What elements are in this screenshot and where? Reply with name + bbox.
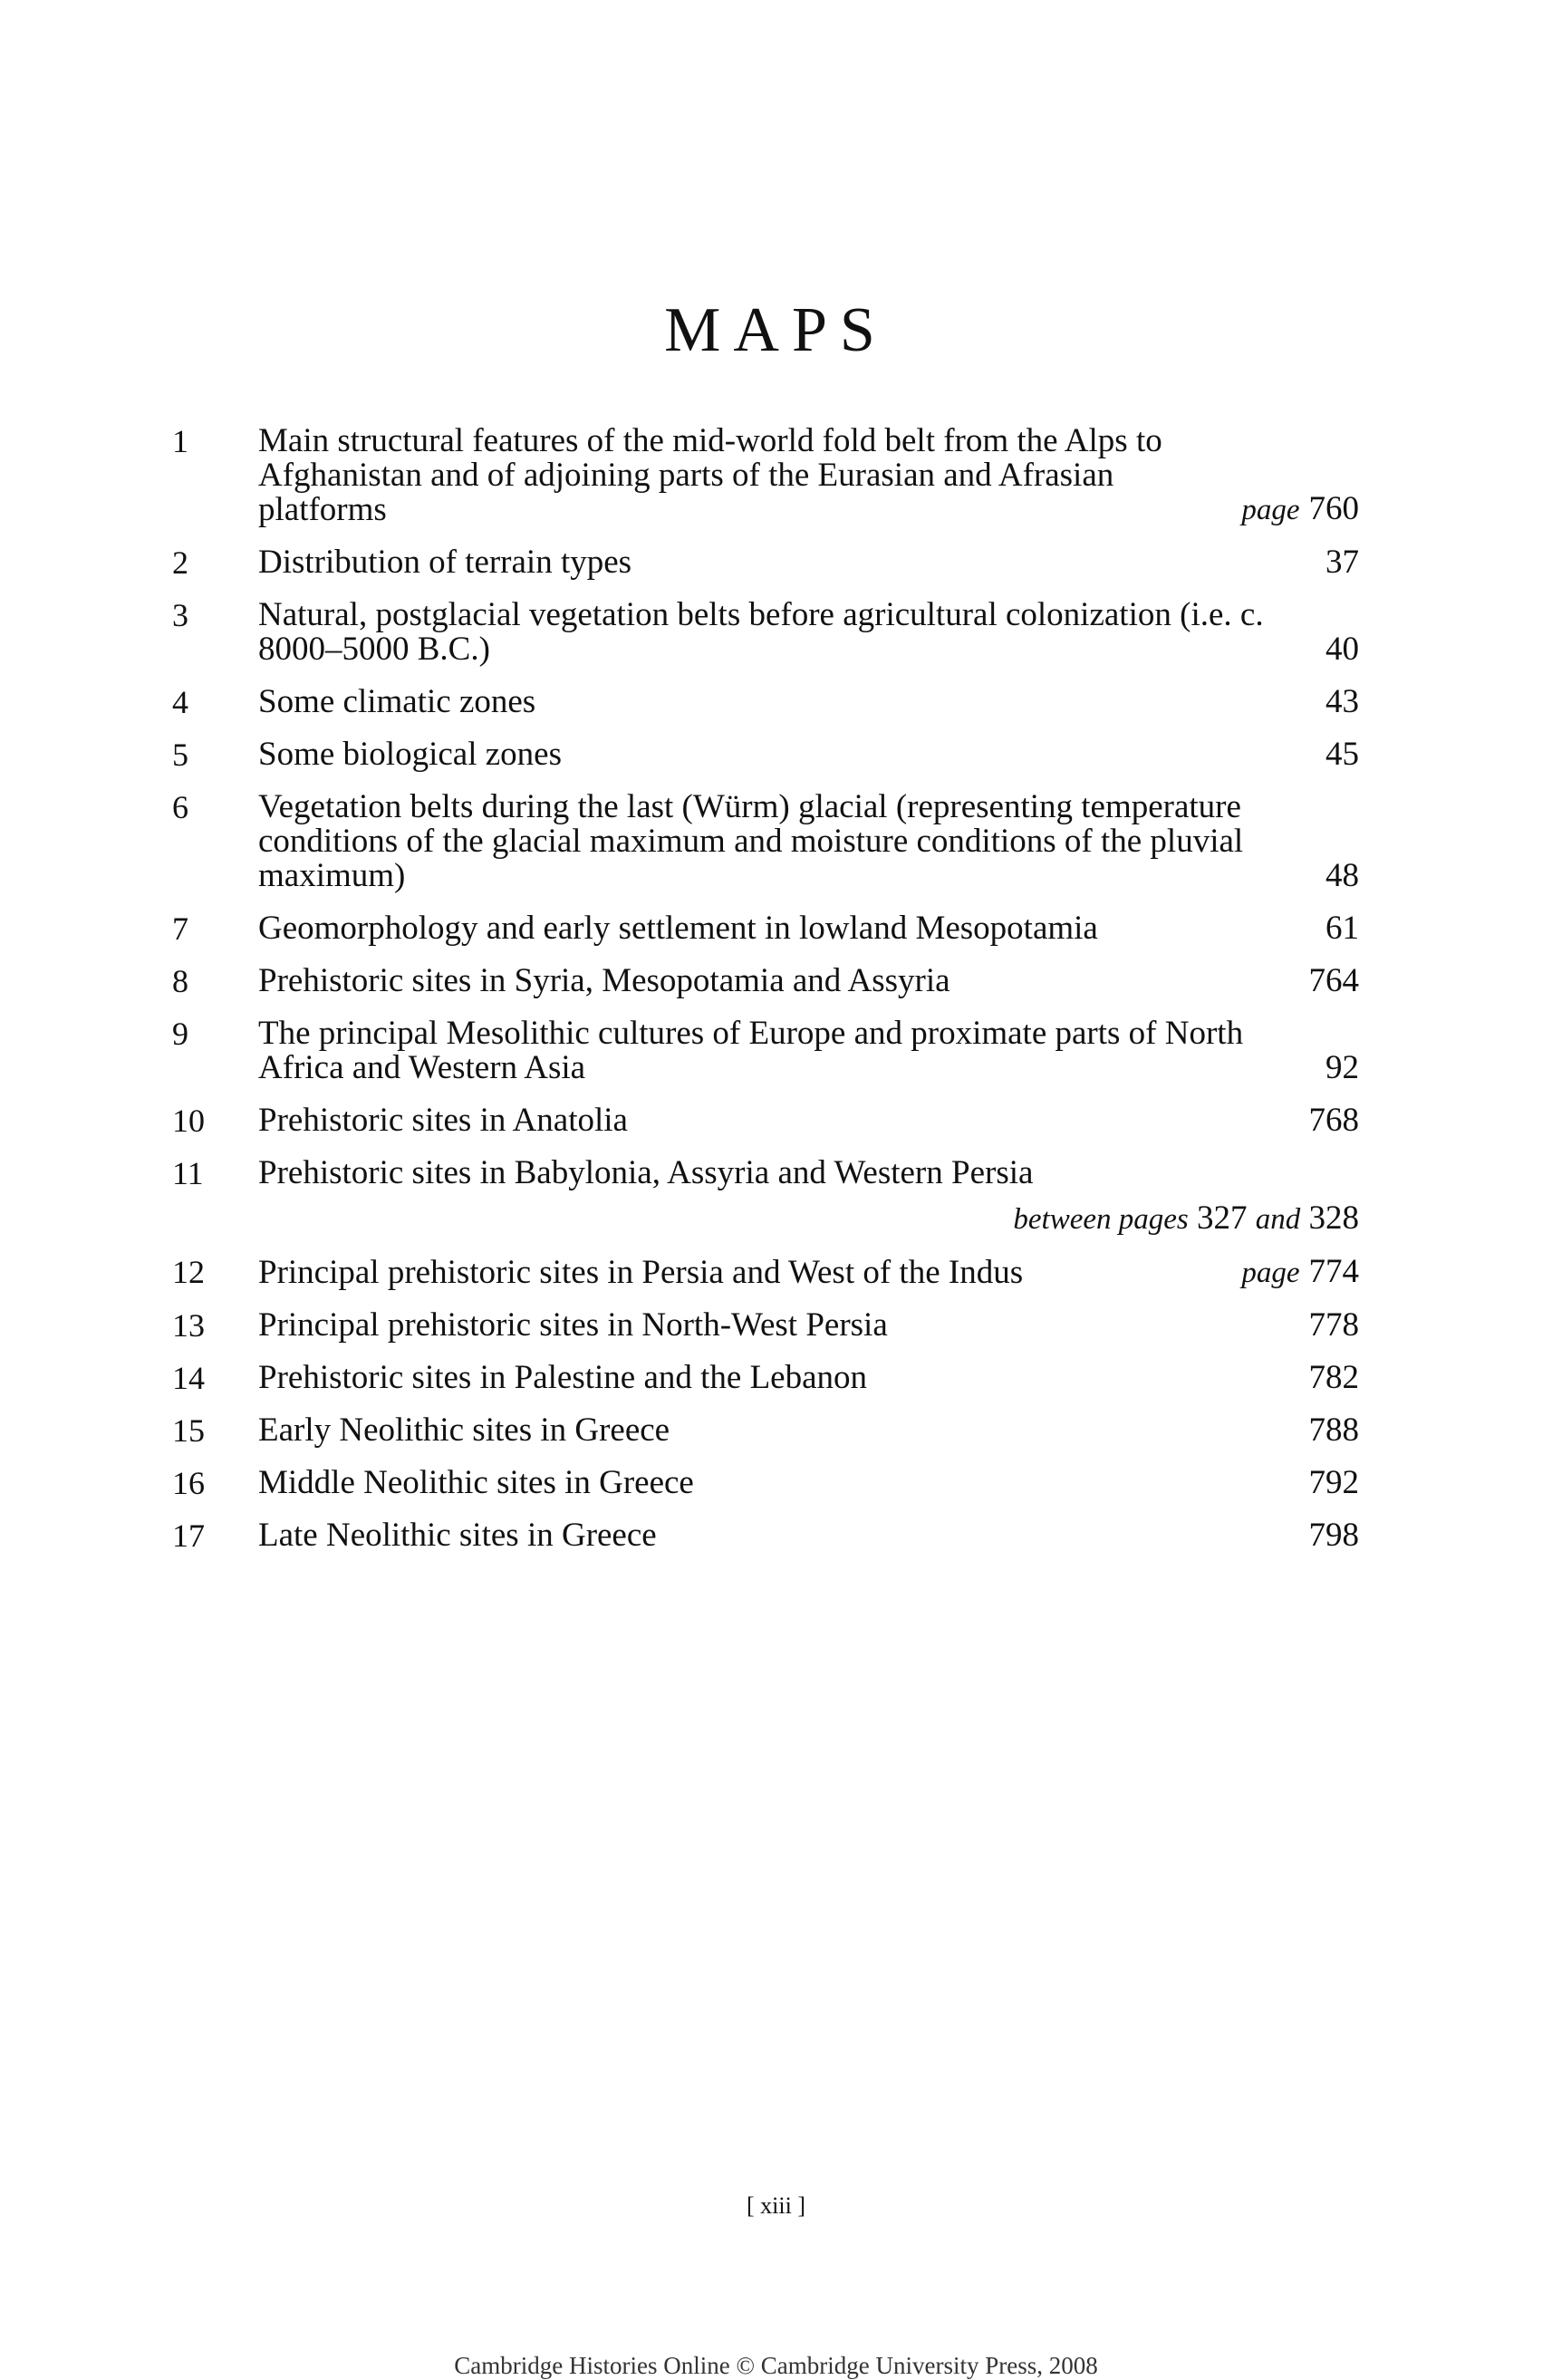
entry-number: 1 <box>172 423 188 459</box>
list-item <box>172 790 1359 893</box>
entry-page: 792 <box>1308 1464 1359 1501</box>
list-item <box>172 1103 1359 1138</box>
and-label: and <box>1255 1203 1301 1236</box>
entry-number: 15 <box>172 1412 205 1449</box>
entry-number: 8 <box>172 963 188 999</box>
entry-page: 61 <box>1325 910 1359 947</box>
entry-title: Principal prehistoric sites in North-West Persia <box>258 1306 888 1344</box>
entry-page: 764 <box>1308 962 1359 999</box>
entry-title: Distribution of terrain types <box>258 544 632 581</box>
entry-title: Prehistoric sites in Anatolia <box>258 1102 628 1139</box>
entry-page <box>1241 492 1359 527</box>
entry-page: 43 <box>1325 683 1359 720</box>
entry-number: 17 <box>172 1518 205 1554</box>
entry-title: Prehistoric sites in Syria, Mesopotamia and Assyria <box>258 962 950 999</box>
list-item <box>172 685 1359 719</box>
entry-title: The principal Mesolithic cultures of Europe and proximate parts of North Africa and Western Asia <box>258 1015 1244 1086</box>
entry-title: Early Neolithic sites in Greece <box>258 1412 670 1449</box>
entry-number: 12 <box>172 1254 205 1290</box>
entry-title: Prehistoric sites in Babylonia, Assyria and Western Persia <box>258 1154 1034 1191</box>
list-item <box>172 1017 1359 1085</box>
entry-page: 40 <box>1325 631 1359 668</box>
page-label: page <box>1241 1257 1300 1289</box>
entry-title: Late Neolithic sites in Greece <box>258 1517 657 1554</box>
entry-page: 782 <box>1308 1359 1359 1396</box>
entry-page: 48 <box>1325 857 1359 894</box>
entry-number: 10 <box>172 1103 205 1139</box>
entry-page: 778 <box>1308 1306 1359 1344</box>
entry-title: Natural, postglacial vegetation belts before agricultural colonization (i.e. c. 8000–5000 B.C.) <box>258 596 1264 668</box>
between-pages-label: between pages <box>1013 1203 1189 1236</box>
entry-title: Some biological zones <box>258 736 562 773</box>
list-item <box>172 1413 1359 1448</box>
entry-number: 13 <box>172 1307 205 1344</box>
entry-number: 9 <box>172 1016 188 1052</box>
list-item <box>172 545 1359 580</box>
entry-page <box>1241 1255 1359 1290</box>
entry-title: Main structural features of the mid-world fold belt from the Alps to Afghanistan and of adjoining parts of the Eurasian and Afrasian platforms <box>258 422 1162 528</box>
list-item <box>172 1308 1359 1343</box>
entry-title: Prehistoric sites in Palestine and the Lebanon <box>258 1359 868 1396</box>
page-title: MAPS <box>664 295 888 365</box>
entry-page: 788 <box>1308 1412 1359 1449</box>
entry-page: 37 <box>1325 544 1359 581</box>
entry-number: 5 <box>172 737 188 773</box>
entry-page: 798 <box>1308 1517 1359 1554</box>
copyright-footer: Cambridge Histories Online © Cambridge University Press, 2008 <box>454 2352 1098 2379</box>
page-value: 774 <box>1308 1253 1359 1290</box>
entry-number: 2 <box>172 544 188 581</box>
entry-title: Some climatic zones <box>258 683 536 720</box>
list-item <box>172 911 1359 946</box>
list-item <box>172 1156 1359 1190</box>
entry-number: 6 <box>172 789 188 825</box>
maps-list <box>172 424 1359 1571</box>
entry-number: 7 <box>172 911 188 947</box>
entry-number: 16 <box>172 1465 205 1501</box>
entry-title: Principal prehistoric sites in Persia and West of the Indus <box>258 1254 1024 1291</box>
list-item <box>172 964 1359 998</box>
entry-page-range <box>172 1201 1359 1237</box>
entry-page: 45 <box>1325 736 1359 773</box>
list-item <box>172 1466 1359 1500</box>
entry-title: Vegetation belts during the last (Würm) glacial (representing temperature conditions of the glacial maximum and moisture conditions of the pluvial maximum) <box>258 788 1244 894</box>
page-label: page <box>1241 494 1300 526</box>
list-item <box>172 1518 1359 1553</box>
list-item <box>172 1255 1359 1290</box>
page-number: [ xiii ] <box>747 2192 805 2219</box>
entry-number: 14 <box>172 1360 205 1396</box>
entry-title: Geomorphology and early settlement in lowland Mesopotamia <box>258 910 1098 947</box>
entry-title: Middle Neolithic sites in Greece <box>258 1464 694 1501</box>
entry-page: 768 <box>1308 1102 1359 1139</box>
page-value: 328 <box>1308 1200 1359 1237</box>
list-item <box>172 598 1359 667</box>
page-value: 760 <box>1308 490 1359 527</box>
list-item <box>172 1361 1359 1395</box>
page-value: 327 <box>1197 1200 1248 1237</box>
list-item <box>172 737 1359 772</box>
entry-number: 3 <box>172 597 188 633</box>
entry-number: 11 <box>172 1155 204 1191</box>
list-item <box>172 424 1359 527</box>
entry-page: 92 <box>1325 1049 1359 1086</box>
entry-number: 4 <box>172 684 188 720</box>
